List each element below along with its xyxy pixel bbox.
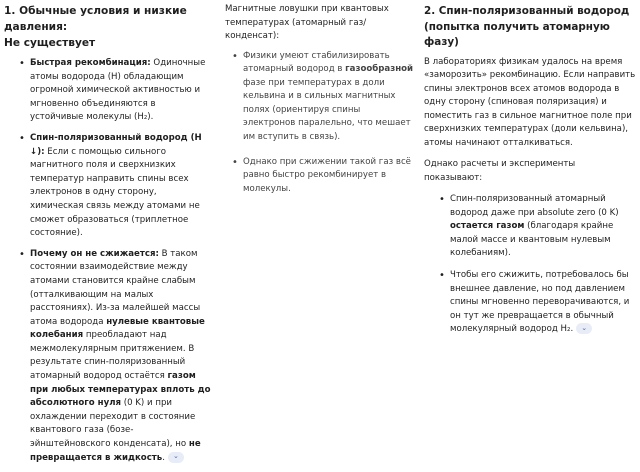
bullet-list <box>439 193 636 337</box>
item-text: В таком состоянии взаимодействие между атомами становится крайне слабым (отталкивающим на малых расстояниях). Из-за малейшей массы атома водорода <box>30 248 201 327</box>
chevron-down-icon[interactable]: ⌄ <box>576 323 592 334</box>
item-lead: Почему он не сжижается: <box>30 248 159 259</box>
bullet-icon: • <box>19 58 25 69</box>
title-line-1: 1. Обычные условия и низкие давления: <box>4 5 187 33</box>
paragraph: Однако расчеты и эксперименты показывают: <box>424 159 576 183</box>
bullet-list <box>232 50 415 197</box>
list-item <box>439 269 636 337</box>
bullet-list <box>19 57 211 465</box>
intro-text: Магнитные ловушки при квантовых температурах (атомарный газ/конденсат): <box>225 4 389 41</box>
item-text: . <box>162 452 165 463</box>
item-text: Спин-поляризованный атомарный водород даже при absolute zero (0 K) <box>450 194 619 218</box>
item-text: Чтобы его сжижить, потребовалось бы внешнее давление, но под давлением спины мгновенно переворачиваются, и он тут же превращается в обычный молекулярный водород H₂. <box>450 269 630 335</box>
section-title <box>4 3 211 51</box>
item-text: Одиночные атомы водорода (H) обладающим огромной химической активностью и мгновенно объединяются в устойчивые молекулы (H₂). <box>30 58 206 123</box>
item-bold: нулевые квантовые колебания <box>30 316 205 341</box>
section-title: 2. Спин-поляризованный водород (попытка получить атомарную фазу) <box>424 5 630 48</box>
list-item <box>232 156 415 197</box>
item-bold: не превращается в жидкость <box>30 439 201 463</box>
item-bold: газом при любых температурах вплоть до абсолютного нуля <box>30 371 211 409</box>
item-lead: Спин-поляризованный водород (H ↓): <box>30 132 202 157</box>
item-bold: остается газом <box>450 221 525 232</box>
bullet-icon: • <box>439 194 445 205</box>
section-ordinary-conditions <box>4 0 211 472</box>
bullet-icon: • <box>19 132 25 144</box>
item-text: преобладают над межмолекулярным притяжением. В результате спин-поляризованный атомарный водород остаётся <box>30 330 195 382</box>
paragraph: В лабораториях физикам удалось на время «заморозить» рекомбинацию. Если направить спины электронов всех атомов водорода в одну сторону (спиновая поляризация) и поместить газ в сильное магнитное поле при сверхнизких температурах (доли кельвина), атомы начинают отталкиваться. <box>424 56 636 148</box>
section-magnetic-traps <box>225 0 415 207</box>
section-spin-polarized <box>424 0 636 345</box>
bullet-icon: • <box>232 156 238 168</box>
bullet-icon: • <box>232 50 238 62</box>
list-item <box>439 193 636 261</box>
chevron-down-icon[interactable]: ⌄ <box>168 452 184 463</box>
item-text: (0 K) и при охлаждении переходит в состояние квантового газа (бозе-эйнштейновского конденсата), но <box>30 398 196 450</box>
item-bold: газообразной <box>345 64 414 75</box>
item-lead: Быстрая рекомбинация: <box>30 58 151 68</box>
item-text: (благодаря крайне малой массе и квантовым нулевым колебаниям). <box>450 221 614 259</box>
list-item <box>232 50 415 145</box>
list-item <box>19 132 211 241</box>
bullet-icon: • <box>439 269 445 281</box>
item-text: фазе при температурах в доли кельвина и в сильных магнитных полях (ориентируя спины электронов паралельно, что мешает им вступить в связь). <box>243 77 411 143</box>
list-item <box>19 57 211 125</box>
item-text: Если с помощью сильного магнитного поля и сверхнизких температур направить спины всех электронов в одну сторону, химическая связь между атомами не сможет образоваться (триплетное состояние). <box>30 146 200 239</box>
item-text: Физики умеют стабилизировать атомарный водород в <box>243 50 390 75</box>
bullet-icon: • <box>19 248 25 260</box>
item-text: Однако при сжижении такой газ всё равно быстро рекомбинирует в молекулы. <box>243 156 411 194</box>
title-line-2: Не существует <box>4 37 96 49</box>
list-item <box>19 248 211 466</box>
